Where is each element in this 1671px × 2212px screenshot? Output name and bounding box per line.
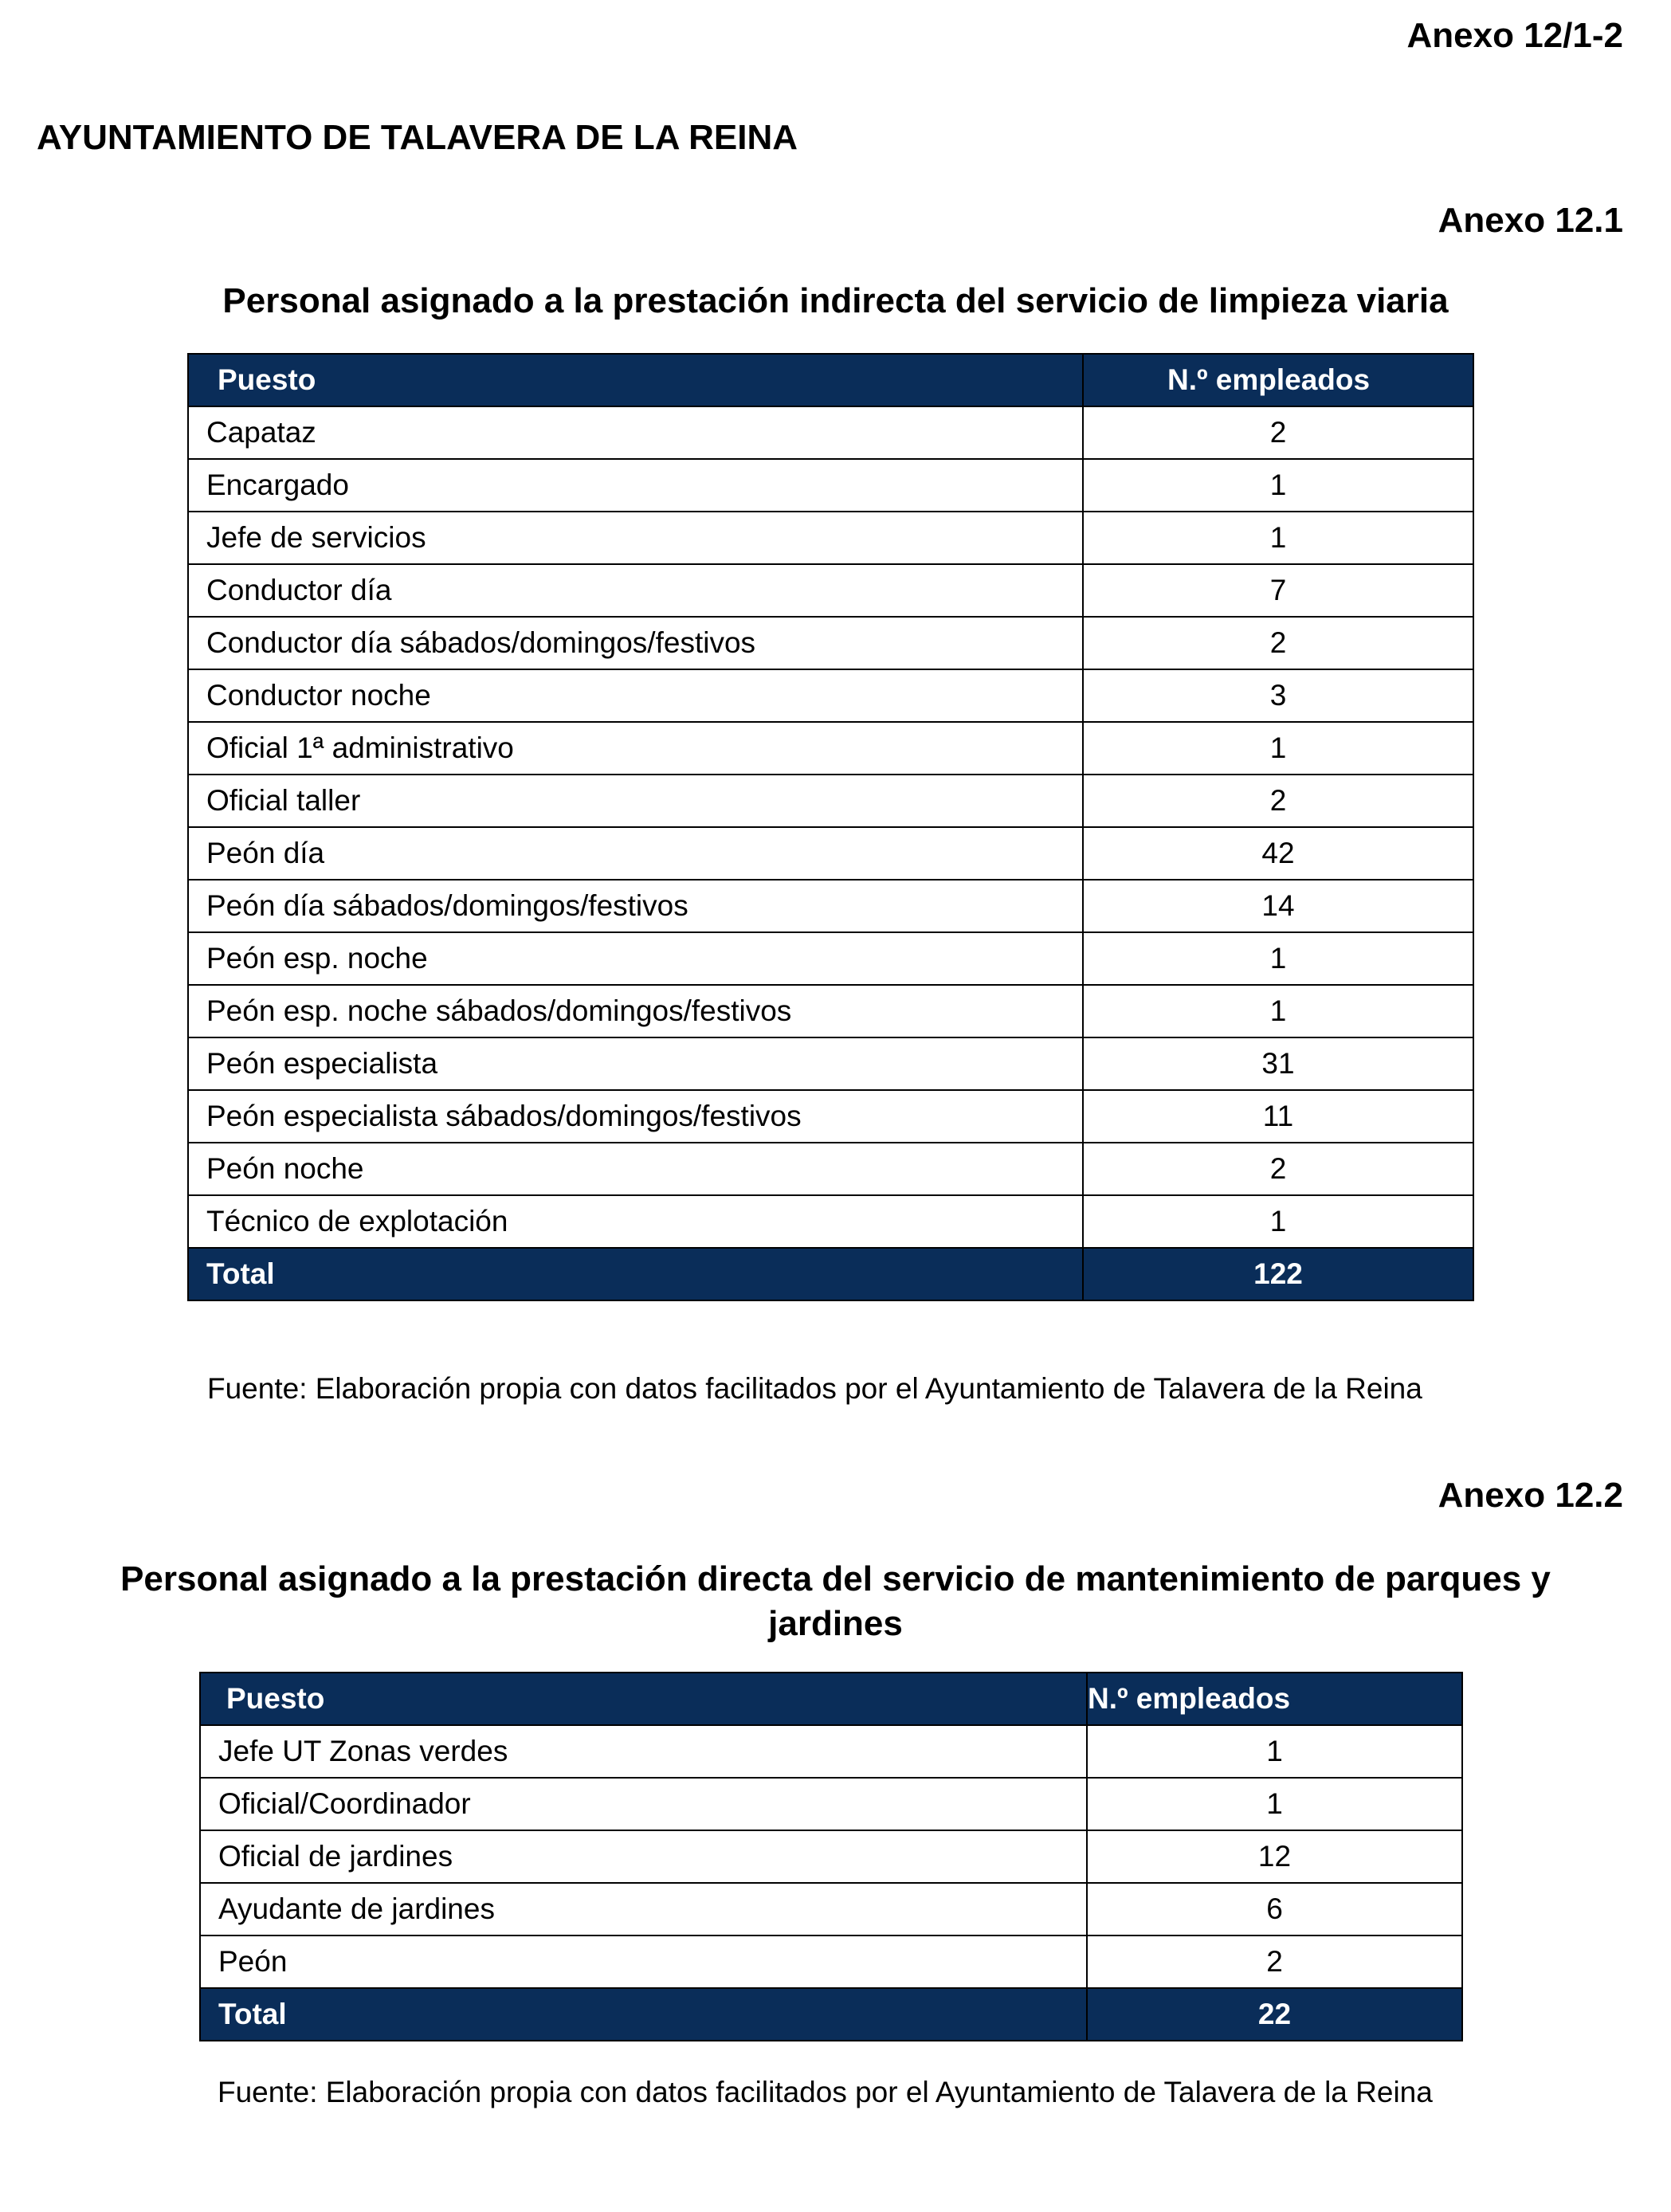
cell-empleados: 1 — [1083, 985, 1473, 1037]
table-row — [188, 1090, 1473, 1143]
column-header-empleados: N.º empleados — [1087, 1673, 1462, 1725]
table-row — [188, 932, 1473, 985]
cell-puesto: Peón día — [188, 827, 1083, 880]
cell-puesto: Conductor día sábados/domingos/festivos — [188, 617, 1083, 669]
table-row — [188, 722, 1473, 775]
cell-puesto: Peón especialista — [188, 1037, 1083, 1090]
table-row — [188, 1195, 1473, 1248]
total-label: Total — [188, 1248, 1083, 1300]
table-row — [200, 1830, 1462, 1883]
cell-empleados: 2 — [1083, 617, 1473, 669]
total-value: 22 — [1087, 1988, 1462, 2041]
table-row — [200, 1883, 1462, 1936]
cell-puesto: Encargado — [188, 459, 1083, 512]
cell-puesto: Conductor noche — [188, 669, 1083, 722]
cell-puesto: Peón esp. noche sábados/domingos/festivos — [188, 985, 1083, 1037]
cell-puesto: Peón — [200, 1936, 1087, 1988]
cell-empleados: 2 — [1083, 775, 1473, 827]
section1-annex-label: Anexo 12.1 — [1438, 201, 1623, 240]
section2-annex-label: Anexo 12.2 — [1438, 1476, 1623, 1515]
table-row — [200, 1725, 1462, 1778]
cell-puesto: Ayudante de jardines — [200, 1883, 1087, 1936]
total-row — [188, 1248, 1473, 1300]
total-label: Total — [200, 1988, 1087, 2041]
cell-puesto: Peón día sábados/domingos/festivos — [188, 880, 1083, 932]
organization-title: AYUNTAMIENTO DE TALAVERA DE LA REINA — [37, 118, 798, 157]
table-header-row — [200, 1673, 1462, 1725]
section1-source-note: Fuente: Elaboración propia con datos facilitados por el Ayuntamiento de Talavera de la Reina — [207, 1372, 1422, 1405]
table-row — [188, 775, 1473, 827]
cell-puesto: Peón especialista sábados/domingos/festivos — [188, 1090, 1083, 1143]
column-header-empleados: N.º empleados — [1083, 354, 1473, 406]
table-row — [188, 617, 1473, 669]
section1-staff-table — [187, 353, 1474, 1301]
cell-puesto: Oficial de jardines — [200, 1830, 1087, 1883]
table-header-row — [188, 354, 1473, 406]
table-row — [188, 564, 1473, 617]
page-annex-number: Anexo 12/1-2 — [1406, 16, 1623, 55]
cell-puesto: Peón noche — [188, 1143, 1083, 1195]
cell-empleados: 1 — [1087, 1725, 1462, 1778]
cell-empleados: 2 — [1083, 406, 1473, 459]
section2-title-line1: Personal asignado a la prestación directa del servicio de mantenimiento de parques y — [120, 1559, 1551, 1598]
cell-empleados: 12 — [1087, 1830, 1462, 1883]
table-row — [188, 1037, 1473, 1090]
cell-puesto: Oficial 1ª administrativo — [188, 722, 1083, 775]
table-row — [188, 985, 1473, 1037]
section2-title-line2: jardines — [768, 1604, 903, 1643]
table-row — [188, 880, 1473, 932]
total-row — [200, 1988, 1462, 2041]
cell-empleados: 1 — [1083, 512, 1473, 564]
table-row — [200, 1778, 1462, 1830]
cell-puesto: Oficial/Coordinador — [200, 1778, 1087, 1830]
table-row — [188, 669, 1473, 722]
table-row — [188, 406, 1473, 459]
table-row — [188, 827, 1473, 880]
cell-empleados: 7 — [1083, 564, 1473, 617]
cell-puesto: Oficial taller — [188, 775, 1083, 827]
cell-puesto: Capataz — [188, 406, 1083, 459]
cell-empleados: 1 — [1087, 1778, 1462, 1830]
cell-empleados: 1 — [1083, 1195, 1473, 1248]
cell-empleados: 14 — [1083, 880, 1473, 932]
cell-empleados: 1 — [1083, 459, 1473, 512]
section2-staff-table — [199, 1672, 1463, 2041]
cell-empleados: 1 — [1083, 932, 1473, 985]
total-value: 122 — [1083, 1248, 1473, 1300]
cell-empleados: 6 — [1087, 1883, 1462, 1936]
cell-puesto: Técnico de explotación — [188, 1195, 1083, 1248]
cell-puesto: Jefe de servicios — [188, 512, 1083, 564]
table-row — [188, 512, 1473, 564]
cell-empleados: 3 — [1083, 669, 1473, 722]
table-row — [200, 1936, 1462, 1988]
cell-empleados: 1 — [1083, 722, 1473, 775]
column-header-puesto: Puesto — [188, 354, 1083, 406]
section1-title: Personal asignado a la prestación indirecta del servicio de limpieza viaria — [222, 281, 1449, 320]
cell-empleados: 2 — [1083, 1143, 1473, 1195]
section2-title — [0, 1557, 1671, 1646]
section2-source-note: Fuente: Elaboración propia con datos facilitados por el Ayuntamiento de Talavera de la Reina — [218, 2076, 1433, 2108]
cell-puesto: Conductor día — [188, 564, 1083, 617]
cell-empleados: 11 — [1083, 1090, 1473, 1143]
cell-puesto: Jefe UT Zonas verdes — [200, 1725, 1087, 1778]
table-row — [188, 459, 1473, 512]
cell-empleados: 42 — [1083, 827, 1473, 880]
cell-empleados: 2 — [1087, 1936, 1462, 1988]
table-row — [188, 1143, 1473, 1195]
column-header-puesto: Puesto — [200, 1673, 1087, 1725]
cell-empleados: 31 — [1083, 1037, 1473, 1090]
cell-puesto: Peón esp. noche — [188, 932, 1083, 985]
